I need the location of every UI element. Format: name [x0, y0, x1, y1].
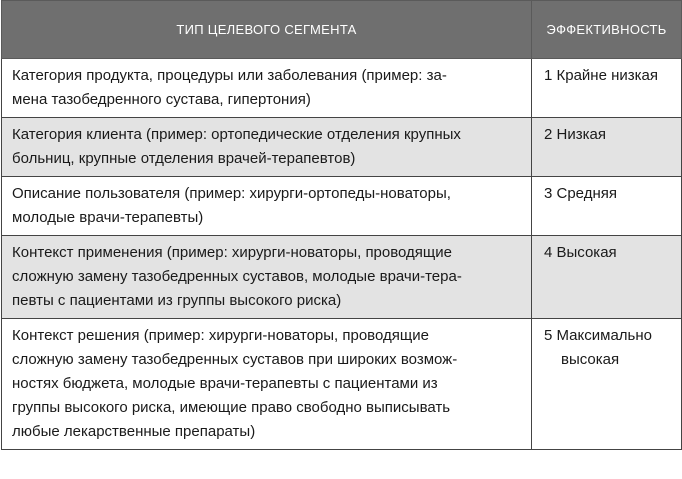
header-effectiveness: ЭФФЕКТИВНОСТЬ	[532, 1, 682, 59]
table-row	[2, 177, 682, 236]
segment-line: певты с пациентами из группы высокого риска)	[12, 292, 342, 309]
effectiveness-cell: 4 Высокая	[532, 236, 682, 319]
table-row	[2, 319, 682, 450]
effectiveness-cell	[532, 319, 682, 450]
segment-line: любые лекарственные препараты)	[12, 423, 256, 440]
table-row	[2, 59, 682, 118]
segment-line: сложную замену тазобедренных суставов при широких возмож-	[12, 351, 458, 368]
header-row	[2, 1, 682, 59]
header-segment-type: ТИП ЦЕЛЕВОГО СЕГМЕНТА	[2, 1, 532, 59]
segment-line: Контекст решения (пример: хирурги-новаторы, проводящие	[12, 327, 429, 344]
segment-line: Контекст применения (пример: хирурги-новаторы, проводящие	[12, 244, 452, 261]
segment-line: Категория продукта, процедуры или заболевания (пример: за-	[12, 67, 447, 84]
segment-cell	[2, 118, 532, 177]
effectiveness-cell: 1 Крайне низкая	[532, 59, 682, 118]
effectiveness-cell: 3 Средняя	[532, 177, 682, 236]
segment-line: группы высокого риска, имеющие право свободно выписывать	[12, 399, 451, 416]
effectiveness-line: 5 Максимально	[544, 327, 652, 344]
segment-cell	[2, 177, 532, 236]
segment-line: сложную замену тазобедренных суставов, молодые врачи-тера-	[12, 268, 462, 285]
segment-line: Категория клиента (пример: ортопедические отделения крупных	[12, 126, 461, 143]
segment-line: ностях бюджета, молодые врачи-терапевты с пациентами из	[12, 375, 438, 392]
segment-effectiveness-table	[1, 0, 682, 450]
segment-cell	[2, 236, 532, 319]
segment-cell	[2, 59, 532, 118]
segment-line: мена тазобедренного сустава, гипертония)	[12, 91, 311, 108]
segment-cell	[2, 319, 532, 450]
effectiveness-cell: 2 Низкая	[532, 118, 682, 177]
segment-line: Описание пользователя (пример: хирурги-ортопеды-новаторы,	[12, 185, 451, 202]
segment-line: больниц, крупные отделения врачей-терапевтов)	[12, 150, 356, 167]
table-row	[2, 118, 682, 177]
segment-line: молодые врачи-терапевты)	[12, 209, 204, 226]
table-row	[2, 236, 682, 319]
effectiveness-line: высокая	[561, 351, 620, 368]
